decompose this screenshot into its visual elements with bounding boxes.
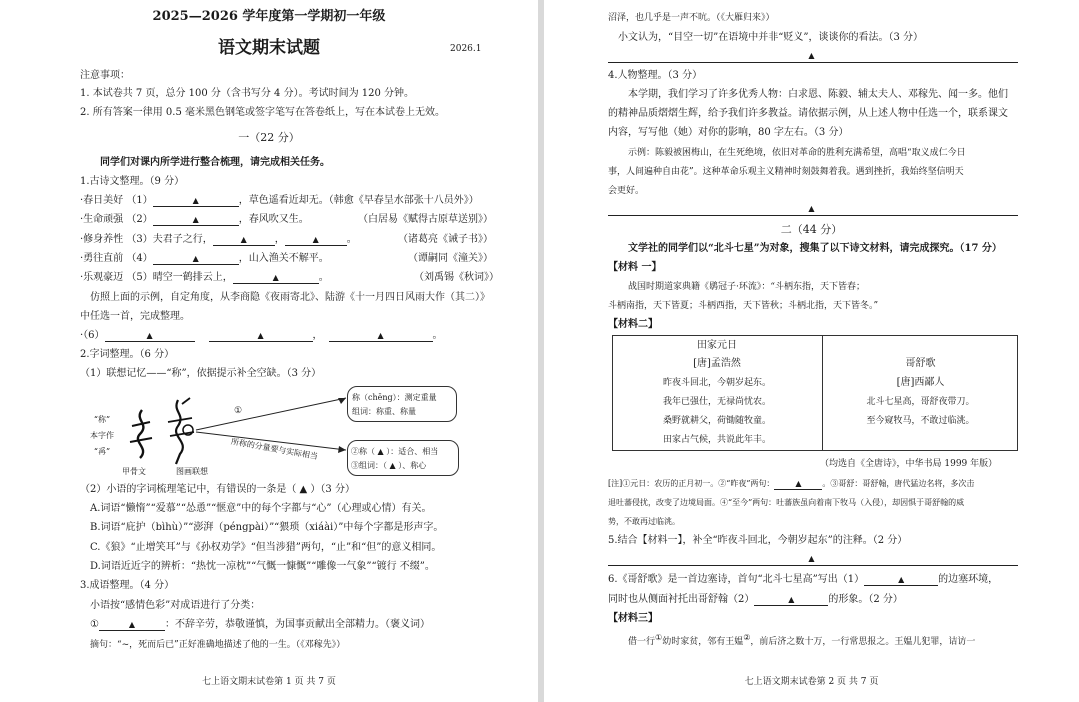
answer-area-triangle-3: ▲ [808, 554, 815, 563]
question-6-line-1: 6.《哥舒歌》是一首边塞诗，首句“北斗七星高”写出（1） ▲ 的边塞环境， [608, 574, 999, 585]
material-1-line-1: 战国时期道家典籍《鹖冠子·环流》：“斗柄东指，天下皆春； [628, 282, 865, 292]
carryover-question: 小文认为，“目空一切”在语境中并非“贬义”，谈谈你的看法。（3 分） [618, 32, 923, 43]
carryover-line: 沼泽，也几乎是一声不吭。（《大雁归来》） [608, 13, 775, 23]
char-label-3: “爯” [93, 447, 111, 456]
question-3-intro: 小语按“感情色彩”对成语进行了分类： [90, 600, 261, 611]
exam-title-line1: 2025—2026 学年度第一学期初一年级 [152, 9, 386, 24]
poem-item-6: ·（6） ▲ ▲ ， ▲ 。 [80, 330, 443, 341]
poem-table-divider [822, 335, 823, 451]
caption-picture-association: 图画联想 [176, 467, 208, 476]
caption-oracle-bone: 甲骨文 [122, 467, 146, 476]
note-1: 1. 本试卷共 7 页，总分 100 分（含书写分 4 分）。考试时间为 120 分钟。 [80, 88, 415, 99]
example-line-3: 会更好。 [608, 186, 645, 196]
page-1-footer: 七上语文期末试卷第 1 页 共 7 页 [202, 677, 336, 687]
answer-line-3 [608, 565, 1018, 566]
question-6-line-2: 同时也从侧面衬托出哥舒翰（2） ▲ 的形象。（2 分） [608, 594, 903, 605]
section-2-intro: 文学社的同学们以“北斗七星”为对象，搜集了以下诗文材料，请完成探究。（17 分） [628, 243, 1002, 254]
box1-line-2: 组词：称重、称量 [352, 407, 416, 416]
exam-page-1 [0, 0, 538, 702]
question-1-heading: 1.古诗文整理。（9 分） [80, 176, 185, 187]
poem-a-author: [唐]孟浩然 [693, 358, 741, 369]
answer-line-2 [608, 215, 1018, 216]
question-4-para-1: 本学期，我们学习了许多优秀人物：白求恩、陈毅、辅太夫人、邓稼先、闻一多。他们 [628, 89, 1008, 100]
answer-blank-6c[interactable]: ▲ [329, 331, 433, 342]
section-2-heading: 二（44 分） [780, 223, 843, 236]
association-arrows [190, 392, 360, 472]
annotation-line-3: 势，不敢再过临洮。 [608, 517, 680, 526]
question-3-heading: 3.成语整理。（4 分） [80, 580, 175, 591]
slant-annotation: 所称的分量要与实际相当 [230, 436, 319, 462]
notes-heading: 注意事项： [80, 70, 130, 81]
question-2-heading: 2.字词整理。（6 分） [80, 349, 175, 360]
answer-blank-1[interactable]: ▲ [153, 196, 239, 207]
poem-b-author: [唐]西鄙人 [896, 377, 945, 388]
answer-blank-q6-2[interactable]: ▲ [754, 595, 828, 606]
question-4-heading: 4.人物整理。（3 分） [608, 70, 703, 81]
option-c: C.《狼》“止增笑耳”与《孙权劝学》“但当涉猎”两句，“止”和“但”的意义相同。 [90, 542, 442, 553]
answer-blank-2[interactable]: ▲ [153, 215, 239, 226]
question-2-1: （1）联想记忆——“称”，依据提示补全空缺。（3 分） [80, 368, 322, 379]
poem-source: （均选自《全唐诗》，中华书局 1999 年版） [820, 459, 998, 469]
box1-line-1: 称（chēng）：测定重量 [352, 393, 437, 402]
example-line-2: 事，人间遍种自由花”。这种革命乐观主义精神时刻鼓舞着我。遇到挫折，我始终坚信明天 [608, 167, 964, 177]
answer-area-triangle-2: ▲ [808, 204, 815, 213]
poem-a-line-3: 桑野就耕父，荷锄随牧童。 [662, 416, 771, 426]
arrow-mark-1: ① [234, 406, 243, 416]
answer-area-triangle-1: ▲ [808, 51, 815, 60]
annotation-line-2: 退吐蕃侵扰，改变了边境局面。④“至今”两句：吐蕃族虽向着南下牧马（入侵），却因惧于哥舒翰的威 [608, 498, 965, 507]
answer-blank-3b[interactable]: ▲ [285, 235, 347, 246]
question-5: 5.结合【材料一】，补全“昨夜斗回北，今朝岁起东”的注释。（2 分） [608, 535, 908, 546]
answer-blank-idiom-1[interactable]: ▲ [99, 620, 165, 631]
material-1-heading: 【材料 一】 [608, 262, 662, 273]
answer-blank-6a[interactable]: ▲ [105, 331, 195, 342]
poem-item-2: ·生命顽强 （2） ▲ ，春风吹又生。 [80, 214, 309, 225]
option-d: D.词语近近字的辨析：“热忱一凉枕”“气慨一慷慨”“雕像一气象”“镀行 不缀”。 [90, 561, 435, 572]
example-line-1: 示例：陈毅被困梅山，在生死绝境，依旧对革命的胜利充满希望，高唱“取义成仁今日 [628, 148, 966, 158]
poem-item-3: ·修身养性 （3）夫君子之行， ▲ ， ▲ 。 [80, 234, 357, 245]
char-label-2: 本字作 [90, 431, 114, 440]
section-1-heading: 一（22 分） [238, 131, 300, 144]
material-3-line-1: 借一行①幼时家贫，邻有王媪②，前后济之数十万，一行常思报之。王媪儿犯罪，诘访一 [628, 633, 976, 647]
annotation-line-1: [注]①元日：农历的正月初一。②“昨夜”两句： ▲ 。③哥舒：哥舒翰，唐代猛边名将，多次击 [608, 479, 975, 488]
material-1-line-2: 斗柄南指，天下皆夏；斗柄西指，天下皆秋；斗柄北指，天下皆冬。” [608, 301, 879, 311]
answer-blank-3a[interactable]: ▲ [213, 235, 275, 246]
question-4-para-2: 的精神品质熠熠生辉，给予我们许多教益。请依据示例，从上述人物中任选一个，联系课文 [608, 108, 1008, 119]
exam-title-line2: 语文期末试题 [218, 38, 320, 58]
idiom-item-1: ① ▲ ：不辞辛劳，恭敬谨慎，为国事贡献出全部精力。（褒义词） [90, 619, 430, 630]
question-2-2: （2）小语的字词梳理笔记中，有错误的一条是（ ▲ ）（3 分） [80, 484, 355, 495]
poem-b-line-1: 北斗七星高，哥舒夜带刀。 [866, 397, 975, 407]
poem-source-4: （谭嗣同《潼关》） [408, 253, 493, 264]
poem-item-1: ·春日美好 （1） ▲ ，草色遥看近却无。（韩愈《早春呈水部张十八员外》） [80, 195, 479, 206]
char-label-1: “称” [93, 415, 111, 424]
answer-blank-6b[interactable]: ▲ [209, 331, 313, 342]
section-1-intro: 同学们对课内所学进行整合梳理，请完成相关任务。 [100, 157, 330, 168]
option-a: A.词语“懒惰”“爱慕”“怂恿”“惬意”中的每个字都与“心”（心理或心情）有关。 [90, 503, 432, 514]
poem-a-line-1: 昨夜斗回北，今朝岁起东。 [662, 378, 771, 388]
box2-line-1: ②称（ ▲ ）：适合、相当 [351, 447, 439, 456]
imitation-instruction-2: 中任选一首，完成整理。 [80, 311, 190, 322]
poem-source-5: （刘禹锡《秋词》） [414, 272, 499, 283]
exam-date: 2026.1 [450, 44, 482, 54]
poem-item-4: ·勇往直前 （4） ▲ ，山入渔关不解平。 [80, 253, 329, 264]
answer-blank-note[interactable]: ▲ [774, 479, 822, 490]
note-2: 2. 所有答案一律用 0.5 毫米黑色钢笔或签字笔写在答卷纸上，写在本试卷上无效。 [80, 107, 445, 118]
answer-blank-q6-1[interactable]: ▲ [864, 575, 938, 586]
material-3-heading: 【材料三】 [608, 613, 658, 624]
poem-a-line-2: 我年已强仕，无禄尚忧农。 [662, 397, 771, 407]
poem-item-5: ·乐观豪迈 （5）晴空一鹤排云上， ▲ 。 [80, 272, 329, 283]
answer-blank-4[interactable]: ▲ [153, 254, 239, 265]
poem-a-line-4: 田家占气候，共说此年丰。 [662, 435, 771, 445]
idiom-quote: 摘句：“~，死而后已”正好准确地描述了他的一生。（《邓稼先》） [90, 640, 346, 650]
option-b: B.词语“庇护（bìhù）”“澎湃（péngpài）”“猥琐（xiáài）”中每个字都是形声字。 [90, 522, 444, 533]
poem-source-2: （白居易《赋得古原草送别》） [358, 214, 493, 225]
question-4-para-3: 内容，写写他（她）对你的影响，80 字左右。（3 分） [608, 127, 849, 138]
box2-line-2: ③组词：（ ▲ ）、称心 [351, 461, 427, 470]
answer-line-1 [608, 62, 1018, 63]
poem-source-3: （诸葛亮《诫子书》） [398, 234, 493, 245]
imitation-instruction-1: 仿照上面的示例，自定角度，从李商隐《夜雨寄北》、陆游《十一月四日风雨大作（其二）》 [90, 292, 490, 303]
poem-a-title: 田家元日 [697, 340, 737, 351]
answer-blank-5[interactable]: ▲ [233, 273, 319, 284]
exam-page-2 [544, 0, 1079, 702]
poem-b-title: 哥舒歌 [905, 358, 936, 369]
page-2-footer: 七上语文期末试卷第 2 页 共 7 页 [744, 677, 879, 687]
material-2-heading: 【材料二】 [608, 319, 658, 330]
poem-b-line-2: 至今窥牧马，不敢过临洮。 [866, 416, 975, 426]
answer-blank-arrow-1[interactable] [248, 405, 288, 415]
